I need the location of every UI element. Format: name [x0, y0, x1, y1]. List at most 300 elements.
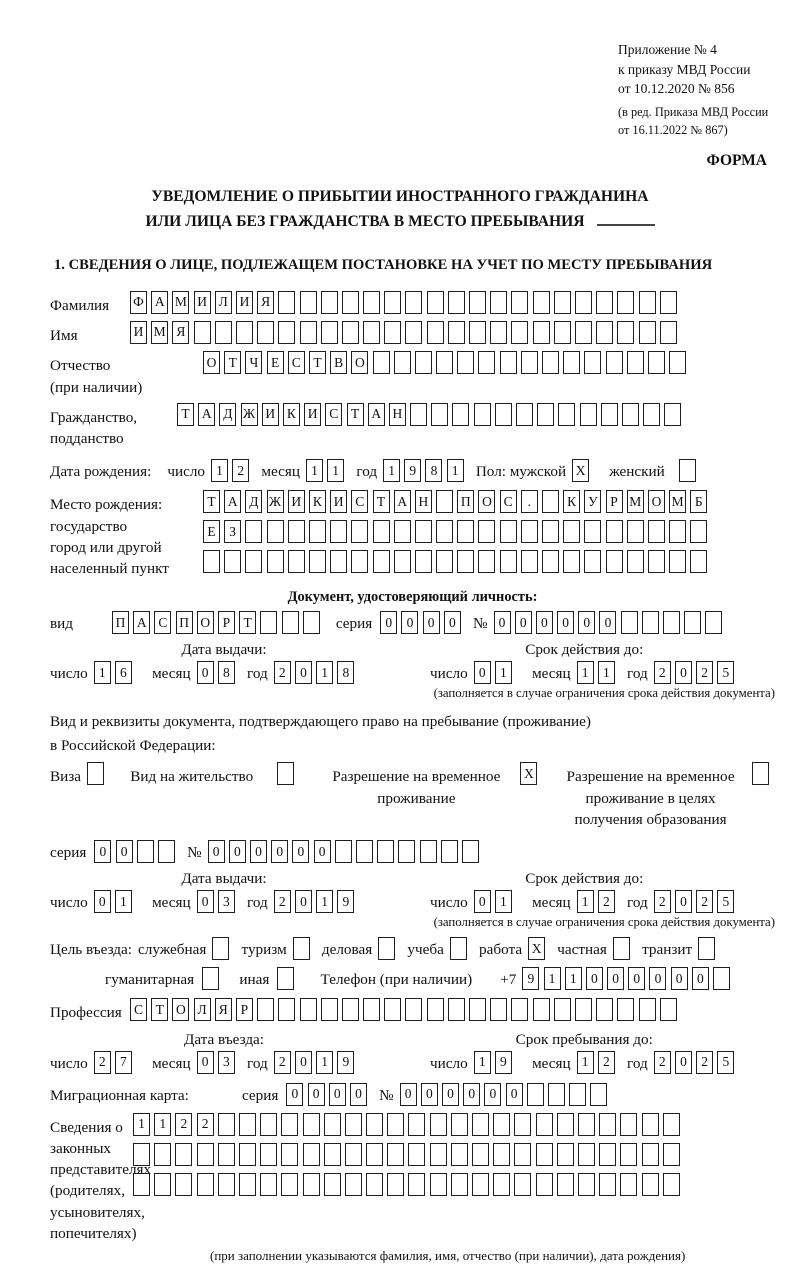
- char-box[interactable]: 0: [444, 611, 461, 634]
- char-box[interactable]: [537, 403, 554, 426]
- char-box[interactable]: [472, 1173, 489, 1196]
- char-box[interactable]: 1: [154, 1113, 171, 1136]
- char-box[interactable]: Т: [309, 351, 326, 374]
- char-box[interactable]: [384, 291, 401, 314]
- char-box[interactable]: [684, 611, 701, 634]
- char-box[interactable]: [663, 1173, 680, 1196]
- char-box[interactable]: [303, 611, 320, 634]
- char-box[interactable]: [281, 1143, 298, 1166]
- char-box[interactable]: 5: [717, 661, 734, 684]
- char-box[interactable]: К: [283, 403, 300, 426]
- char-box[interactable]: 1: [211, 459, 228, 482]
- char-box[interactable]: А: [198, 403, 215, 426]
- char-box[interactable]: 0: [494, 611, 511, 634]
- char-box[interactable]: [533, 321, 550, 344]
- char-box[interactable]: 0: [421, 1083, 438, 1106]
- char-box[interactable]: 0: [271, 840, 288, 863]
- char-box[interactable]: 1: [316, 890, 333, 913]
- char-box[interactable]: [511, 321, 528, 344]
- char-box[interactable]: [324, 1113, 341, 1136]
- char-box[interactable]: О: [197, 611, 214, 634]
- char-box[interactable]: Т: [151, 998, 168, 1021]
- char-box[interactable]: 1: [565, 967, 582, 990]
- char-box[interactable]: [452, 403, 469, 426]
- char-box[interactable]: А: [224, 490, 241, 513]
- char-box[interactable]: В: [330, 351, 347, 374]
- char-box[interactable]: Л: [215, 291, 232, 314]
- char-box[interactable]: [542, 550, 559, 573]
- char-box[interactable]: П: [176, 611, 193, 634]
- char-box[interactable]: [281, 1173, 298, 1196]
- char-box[interactable]: 0: [329, 1083, 346, 1106]
- char-box[interactable]: 1: [327, 459, 344, 482]
- char-box[interactable]: [384, 998, 401, 1021]
- char-box[interactable]: [478, 520, 495, 543]
- char-box[interactable]: [469, 291, 486, 314]
- char-box[interactable]: [245, 550, 262, 573]
- char-box[interactable]: [394, 520, 411, 543]
- char-box[interactable]: [474, 403, 491, 426]
- char-box[interactable]: [617, 321, 634, 344]
- char-box[interactable]: Д: [245, 490, 262, 513]
- char-box[interactable]: [563, 550, 580, 573]
- char-box[interactable]: [373, 520, 390, 543]
- char-box[interactable]: 1: [544, 967, 561, 990]
- char-box[interactable]: [478, 351, 495, 374]
- char-box[interactable]: И: [304, 403, 321, 426]
- char-box[interactable]: [330, 520, 347, 543]
- char-box[interactable]: [351, 520, 368, 543]
- char-box[interactable]: О: [203, 351, 220, 374]
- char-box[interactable]: [405, 998, 422, 1021]
- char-box[interactable]: [642, 611, 659, 634]
- char-box[interactable]: [578, 1113, 595, 1136]
- char-box[interactable]: Д: [219, 403, 236, 426]
- char-box[interactable]: [194, 321, 211, 344]
- char-box[interactable]: Т: [239, 611, 256, 634]
- char-box[interactable]: [563, 351, 580, 374]
- char-box[interactable]: [493, 1113, 510, 1136]
- char-box[interactable]: [451, 1113, 468, 1136]
- char-box[interactable]: Т: [347, 403, 364, 426]
- char-box[interactable]: [627, 520, 644, 543]
- char-box[interactable]: [408, 1173, 425, 1196]
- char-box[interactable]: [599, 1173, 616, 1196]
- char-box[interactable]: [642, 1143, 659, 1166]
- char-box[interactable]: [617, 291, 634, 314]
- char-box[interactable]: П: [457, 490, 474, 513]
- char-box[interactable]: [408, 1143, 425, 1166]
- char-box[interactable]: [578, 1143, 595, 1166]
- char-box[interactable]: 1: [474, 1051, 491, 1074]
- char-box[interactable]: 0: [607, 967, 624, 990]
- char-box[interactable]: [384, 321, 401, 344]
- char-box[interactable]: К: [563, 490, 580, 513]
- char-box[interactable]: [514, 1173, 531, 1196]
- char-box[interactable]: [448, 291, 465, 314]
- char-box[interactable]: [622, 403, 639, 426]
- char-box[interactable]: А: [394, 490, 411, 513]
- char-box[interactable]: [324, 1143, 341, 1166]
- char-box[interactable]: Т: [177, 403, 194, 426]
- char-box[interactable]: О: [172, 998, 189, 1021]
- char-box[interactable]: 1: [577, 1051, 594, 1074]
- char-box[interactable]: 2: [598, 890, 615, 913]
- char-box[interactable]: [342, 321, 359, 344]
- char-box[interactable]: [303, 1173, 320, 1196]
- char-box[interactable]: [87, 762, 104, 785]
- char-box[interactable]: [500, 351, 517, 374]
- char-box[interactable]: [218, 1113, 235, 1136]
- char-box[interactable]: [257, 321, 274, 344]
- char-box[interactable]: [557, 1173, 574, 1196]
- char-box[interactable]: Ч: [245, 351, 262, 374]
- char-box[interactable]: [387, 1113, 404, 1136]
- char-box[interactable]: [527, 1083, 544, 1106]
- char-box[interactable]: 0: [208, 840, 225, 863]
- char-box[interactable]: [495, 403, 512, 426]
- char-box[interactable]: С: [288, 351, 305, 374]
- char-box[interactable]: [324, 1173, 341, 1196]
- char-box[interactable]: 0: [442, 1083, 459, 1106]
- char-box[interactable]: [469, 321, 486, 344]
- char-box[interactable]: 0: [197, 661, 214, 684]
- char-box[interactable]: 7: [115, 1051, 132, 1074]
- char-box[interactable]: [620, 1113, 637, 1136]
- char-box[interactable]: [516, 403, 533, 426]
- char-box[interactable]: 0: [286, 1083, 303, 1106]
- char-box[interactable]: 0: [295, 890, 312, 913]
- char-box[interactable]: [450, 937, 467, 960]
- char-box[interactable]: 1: [115, 890, 132, 913]
- char-box[interactable]: [300, 291, 317, 314]
- char-box[interactable]: [436, 550, 453, 573]
- char-box[interactable]: У: [584, 490, 601, 513]
- char-box[interactable]: [366, 1173, 383, 1196]
- char-box[interactable]: [277, 967, 294, 990]
- char-box[interactable]: [448, 998, 465, 1021]
- char-box[interactable]: [462, 840, 479, 863]
- char-box[interactable]: М: [669, 490, 686, 513]
- char-box[interactable]: 1: [94, 661, 111, 684]
- char-box[interactable]: [575, 998, 592, 1021]
- char-box[interactable]: [490, 321, 507, 344]
- char-box[interactable]: 2: [654, 1051, 671, 1074]
- char-box[interactable]: 0: [380, 611, 397, 634]
- char-box[interactable]: [394, 550, 411, 573]
- char-box[interactable]: [408, 1113, 425, 1136]
- char-box[interactable]: 0: [314, 840, 331, 863]
- char-box[interactable]: Р: [606, 490, 623, 513]
- char-box[interactable]: [558, 403, 575, 426]
- char-box[interactable]: [613, 937, 630, 960]
- char-box[interactable]: 2: [232, 459, 249, 482]
- char-box[interactable]: 2: [654, 890, 671, 913]
- char-box[interactable]: А: [368, 403, 385, 426]
- char-box[interactable]: [648, 550, 665, 573]
- char-box[interactable]: [500, 550, 517, 573]
- char-box[interactable]: [457, 351, 474, 374]
- char-box[interactable]: [648, 351, 665, 374]
- char-box[interactable]: [351, 550, 368, 573]
- char-box[interactable]: [321, 291, 338, 314]
- char-box[interactable]: [293, 937, 310, 960]
- char-box[interactable]: О: [648, 490, 665, 513]
- char-box[interactable]: 0: [675, 1051, 692, 1074]
- char-box[interactable]: И: [288, 490, 305, 513]
- char-box[interactable]: [378, 937, 395, 960]
- char-box[interactable]: 9: [337, 1051, 354, 1074]
- char-box[interactable]: Р: [218, 611, 235, 634]
- char-box[interactable]: [620, 1173, 637, 1196]
- char-box[interactable]: 0: [116, 840, 133, 863]
- char-box[interactable]: [599, 1143, 616, 1166]
- char-box[interactable]: С: [500, 490, 517, 513]
- char-box[interactable]: [427, 291, 444, 314]
- char-box[interactable]: [663, 1143, 680, 1166]
- char-box[interactable]: 0: [515, 611, 532, 634]
- char-box[interactable]: 9: [495, 1051, 512, 1074]
- char-box[interactable]: 0: [586, 967, 603, 990]
- char-box[interactable]: 0: [292, 840, 309, 863]
- char-box[interactable]: [363, 291, 380, 314]
- char-box[interactable]: [617, 998, 634, 1021]
- char-box[interactable]: 0: [401, 611, 418, 634]
- char-box[interactable]: 2: [94, 1051, 111, 1074]
- char-box[interactable]: [472, 1113, 489, 1136]
- char-box[interactable]: [590, 1083, 607, 1106]
- char-box[interactable]: [224, 550, 241, 573]
- char-box[interactable]: [260, 1143, 277, 1166]
- char-box[interactable]: 0: [474, 890, 491, 913]
- char-box[interactable]: [430, 1113, 447, 1136]
- char-box[interactable]: 8: [337, 661, 354, 684]
- char-box[interactable]: 0: [463, 1083, 480, 1106]
- char-box[interactable]: [457, 520, 474, 543]
- char-box[interactable]: [356, 840, 373, 863]
- char-box[interactable]: [260, 611, 277, 634]
- char-box[interactable]: [621, 611, 638, 634]
- char-box[interactable]: Я: [257, 291, 274, 314]
- char-box[interactable]: [663, 611, 680, 634]
- char-box[interactable]: 1: [133, 1113, 150, 1136]
- char-box[interactable]: [154, 1143, 171, 1166]
- char-box[interactable]: [596, 291, 613, 314]
- char-box[interactable]: 0: [557, 611, 574, 634]
- char-box[interactable]: [175, 1143, 192, 1166]
- char-box[interactable]: И: [130, 321, 147, 344]
- char-box[interactable]: 1: [383, 459, 400, 482]
- char-box[interactable]: [620, 1143, 637, 1166]
- char-box[interactable]: [335, 840, 352, 863]
- char-box[interactable]: 1: [316, 661, 333, 684]
- char-box[interactable]: [239, 1143, 256, 1166]
- char-box[interactable]: [236, 321, 253, 344]
- char-box[interactable]: [154, 1173, 171, 1196]
- char-box[interactable]: [267, 520, 284, 543]
- char-box[interactable]: [405, 321, 422, 344]
- char-box[interactable]: [303, 1143, 320, 1166]
- char-box[interactable]: [511, 998, 528, 1021]
- char-box[interactable]: [514, 1143, 531, 1166]
- char-box[interactable]: [575, 321, 592, 344]
- char-box[interactable]: [596, 321, 613, 344]
- char-box[interactable]: [309, 550, 326, 573]
- char-box[interactable]: [493, 1173, 510, 1196]
- char-box[interactable]: 1: [577, 661, 594, 684]
- char-box[interactable]: [405, 291, 422, 314]
- char-box[interactable]: З: [224, 520, 241, 543]
- char-box[interactable]: [669, 520, 686, 543]
- char-box[interactable]: [366, 1143, 383, 1166]
- char-box[interactable]: [345, 1173, 362, 1196]
- char-box[interactable]: 9: [522, 967, 539, 990]
- char-box[interactable]: [660, 321, 677, 344]
- char-box[interactable]: [345, 1143, 362, 1166]
- char-box[interactable]: [436, 520, 453, 543]
- char-box[interactable]: 9: [337, 890, 354, 913]
- char-box[interactable]: М: [627, 490, 644, 513]
- char-box[interactable]: [303, 1113, 320, 1136]
- char-box[interactable]: [606, 550, 623, 573]
- char-box[interactable]: 5: [717, 890, 734, 913]
- char-box[interactable]: [202, 967, 219, 990]
- char-box[interactable]: [436, 490, 453, 513]
- char-box[interactable]: [554, 321, 571, 344]
- char-box[interactable]: 0: [649, 967, 666, 990]
- char-box[interactable]: 2: [696, 1051, 713, 1074]
- char-box[interactable]: [197, 1173, 214, 1196]
- char-box[interactable]: Т: [373, 490, 390, 513]
- char-box[interactable]: 2: [274, 661, 291, 684]
- char-box[interactable]: [533, 998, 550, 1021]
- char-box[interactable]: 2: [274, 890, 291, 913]
- char-box[interactable]: [542, 520, 559, 543]
- char-box[interactable]: [203, 550, 220, 573]
- char-box[interactable]: [377, 840, 394, 863]
- char-box[interactable]: [277, 762, 294, 785]
- char-box[interactable]: 0: [295, 661, 312, 684]
- char-box[interactable]: [387, 1143, 404, 1166]
- char-box[interactable]: 0: [675, 661, 692, 684]
- char-box[interactable]: [441, 840, 458, 863]
- char-box[interactable]: П: [112, 611, 129, 634]
- char-box[interactable]: [521, 351, 538, 374]
- char-box[interactable]: 0: [578, 611, 595, 634]
- char-box[interactable]: [415, 520, 432, 543]
- char-box[interactable]: [415, 550, 432, 573]
- char-box[interactable]: 0: [308, 1083, 325, 1106]
- char-box[interactable]: [431, 403, 448, 426]
- char-box[interactable]: [133, 1173, 150, 1196]
- char-box[interactable]: [448, 321, 465, 344]
- char-box[interactable]: С: [325, 403, 342, 426]
- char-box[interactable]: [457, 550, 474, 573]
- char-box[interactable]: Ф: [130, 291, 147, 314]
- char-box[interactable]: [430, 1173, 447, 1196]
- char-box[interactable]: [548, 1083, 565, 1106]
- char-box[interactable]: [436, 351, 453, 374]
- char-box[interactable]: [469, 998, 486, 1021]
- char-box[interactable]: [342, 998, 359, 1021]
- char-box[interactable]: [627, 550, 644, 573]
- char-box[interactable]: 2: [175, 1113, 192, 1136]
- char-box[interactable]: [373, 351, 390, 374]
- char-box[interactable]: [451, 1143, 468, 1166]
- char-box[interactable]: 2: [696, 890, 713, 913]
- char-box[interactable]: [394, 351, 411, 374]
- char-box[interactable]: [698, 937, 715, 960]
- char-box[interactable]: 0: [250, 840, 267, 863]
- char-box[interactable]: [133, 1143, 150, 1166]
- char-box[interactable]: [669, 550, 686, 573]
- char-box[interactable]: [472, 1143, 489, 1166]
- char-box[interactable]: 2: [654, 661, 671, 684]
- char-box[interactable]: Е: [267, 351, 284, 374]
- char-box[interactable]: 1: [316, 1051, 333, 1074]
- char-box[interactable]: Е: [203, 520, 220, 543]
- char-box[interactable]: 8: [425, 459, 442, 482]
- char-box[interactable]: [218, 1173, 235, 1196]
- char-box[interactable]: [642, 1113, 659, 1136]
- char-box[interactable]: [321, 321, 338, 344]
- char-box[interactable]: [639, 321, 656, 344]
- char-box[interactable]: [752, 762, 769, 785]
- char-box[interactable]: [345, 1113, 362, 1136]
- char-box[interactable]: Я: [215, 998, 232, 1021]
- char-box[interactable]: Ж: [241, 403, 258, 426]
- char-box[interactable]: 0: [628, 967, 645, 990]
- char-box[interactable]: 2: [197, 1113, 214, 1136]
- char-box[interactable]: [215, 321, 232, 344]
- char-box[interactable]: [521, 550, 538, 573]
- char-box[interactable]: 0: [400, 1083, 417, 1106]
- char-box[interactable]: [260, 1113, 277, 1136]
- char-box[interactable]: [398, 840, 415, 863]
- char-box[interactable]: А: [133, 611, 150, 634]
- char-box[interactable]: [288, 550, 305, 573]
- char-box[interactable]: С: [130, 998, 147, 1021]
- char-box[interactable]: 5: [717, 1051, 734, 1074]
- char-box[interactable]: [713, 967, 730, 990]
- char-box[interactable]: [387, 1173, 404, 1196]
- char-box[interactable]: [212, 937, 229, 960]
- char-box[interactable]: [282, 611, 299, 634]
- char-box[interactable]: 0: [474, 661, 491, 684]
- char-box[interactable]: [257, 998, 274, 1021]
- char-box[interactable]: 0: [423, 611, 440, 634]
- char-box[interactable]: [420, 840, 437, 863]
- char-box[interactable]: [705, 611, 722, 634]
- char-box[interactable]: X: [528, 937, 545, 960]
- char-box[interactable]: 0: [94, 890, 111, 913]
- char-box[interactable]: [663, 1113, 680, 1136]
- char-box[interactable]: И: [236, 291, 253, 314]
- char-box[interactable]: [239, 1173, 256, 1196]
- char-box[interactable]: [679, 459, 696, 482]
- char-box[interactable]: К: [309, 490, 326, 513]
- char-box[interactable]: 0: [671, 967, 688, 990]
- char-box[interactable]: 0: [197, 1051, 214, 1074]
- char-box[interactable]: 6: [115, 661, 132, 684]
- char-box[interactable]: [533, 291, 550, 314]
- char-box[interactable]: [281, 1113, 298, 1136]
- char-box[interactable]: 0: [599, 611, 616, 634]
- char-box[interactable]: 2: [598, 1051, 615, 1074]
- char-box[interactable]: 0: [536, 611, 553, 634]
- char-box[interactable]: 0: [350, 1083, 367, 1106]
- char-box[interactable]: [606, 351, 623, 374]
